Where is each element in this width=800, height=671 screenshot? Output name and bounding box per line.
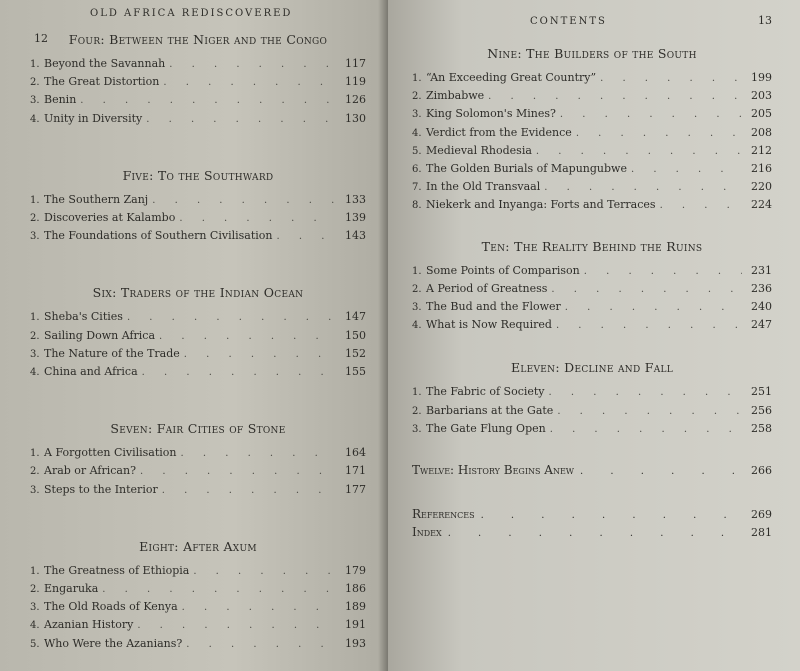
leader-dots <box>102 581 336 598</box>
entry-title: Who Were the Azanians? <box>44 636 183 650</box>
leader-dots <box>565 299 742 316</box>
right-running-head <box>412 14 772 32</box>
leader-dots <box>152 192 336 209</box>
entry-page: 191 <box>345 618 366 632</box>
entry-list <box>30 562 366 653</box>
toc-entry[interactable] <box>30 308 366 326</box>
entry-number: 4. <box>412 320 422 332</box>
toc-section <box>412 360 772 438</box>
entry-page: 119 <box>345 75 366 89</box>
toc-entry[interactable] <box>30 55 366 73</box>
entry-page: 133 <box>345 192 366 206</box>
entry-page: 189 <box>345 600 366 614</box>
toc-entry[interactable] <box>30 209 366 227</box>
entry-title: Verdict from the Evidence <box>426 125 572 139</box>
entry-list <box>412 383 772 438</box>
entry-number: 1. <box>30 59 40 70</box>
entry-number: 2. <box>30 466 40 478</box>
entry-list <box>30 444 366 499</box>
entry-title: “An Exceeding Great Country” <box>426 71 597 84</box>
chapter-heading: Five: To the Southward <box>122 167 274 183</box>
entry-title: Steps to the Interior <box>44 482 158 496</box>
entry-number: 1. <box>30 565 40 577</box>
entry-title: Engaruka <box>44 582 99 596</box>
leader-dots <box>557 403 742 420</box>
toc-section <box>30 539 366 653</box>
entry-title: The Southern Zanj <box>44 192 149 206</box>
entry-title: The Bud and the Flower <box>426 300 561 314</box>
leader-dots <box>488 88 742 105</box>
chapter-heading: Four: Between the Niger and the Congo <box>68 32 328 47</box>
toc-entry[interactable] <box>412 69 772 87</box>
entry-number: 2. <box>412 405 422 417</box>
entry-number: 3. <box>30 348 40 360</box>
entry-page: 193 <box>345 636 366 650</box>
chapter-heading: Ten: The Reality Behind the Ruins <box>481 238 703 254</box>
entry-page: 212 <box>751 143 772 157</box>
toc-section <box>412 239 772 335</box>
leader-dots <box>481 507 736 524</box>
leader-dots <box>181 445 337 462</box>
entry-list <box>30 55 366 128</box>
chapter-heading: Nine: The Builders of the South <box>487 46 697 61</box>
toc-section <box>30 285 366 381</box>
entry-title: Some Points of Comparison <box>426 263 580 277</box>
entry-title: Sailing Down Africa <box>44 328 156 342</box>
toc-entry[interactable] <box>412 420 772 438</box>
entry-title: The Greatness of Ethiopia <box>44 563 190 577</box>
entry-page: 177 <box>345 482 366 496</box>
entry-number: 8. <box>412 200 422 212</box>
leader-dots <box>184 346 336 363</box>
entry-title: Benin <box>44 93 77 107</box>
leader-dots <box>162 482 336 499</box>
entry-title: A Forgotten Civilisation <box>44 446 177 460</box>
entry-title: What is Now Required <box>426 318 552 332</box>
leader-dots <box>80 92 336 109</box>
toc-section <box>30 168 366 246</box>
toc-entry-twelve[interactable] <box>412 462 772 480</box>
entry-title: Index <box>412 525 442 540</box>
left-page <box>0 0 388 671</box>
leader-dots <box>560 106 742 123</box>
entry-page: 164 <box>345 446 366 460</box>
entry-page: 216 <box>751 162 772 176</box>
toc-entry[interactable] <box>412 105 772 123</box>
entry-title: The Gate Flung Open <box>426 421 546 435</box>
toc-entry[interactable] <box>30 345 366 363</box>
entry-page: 155 <box>345 365 366 379</box>
entry-page: 251 <box>751 385 772 399</box>
entry-title: King Solomon's Mines? <box>426 107 556 121</box>
leader-dots <box>142 364 336 381</box>
leader-dots <box>556 317 742 334</box>
toc-entry[interactable] <box>412 178 772 196</box>
entry-title: Beyond the Savannah <box>44 57 166 70</box>
entry-page: 117 <box>345 57 366 70</box>
entry-number: 4. <box>30 367 40 379</box>
entry-number: 3. <box>30 484 40 496</box>
entry-page: 208 <box>751 125 772 139</box>
toc-entry[interactable] <box>30 91 366 109</box>
toc-entry[interactable] <box>30 635 366 653</box>
toc-entry[interactable] <box>30 562 366 580</box>
entry-page: 150 <box>345 328 366 342</box>
toc-entry[interactable] <box>412 316 772 334</box>
toc-entry[interactable] <box>30 444 366 462</box>
toc-section <box>412 46 772 215</box>
entry-number: 6. <box>412 164 422 176</box>
entry-page: 143 <box>345 229 366 243</box>
leader-dots <box>600 70 742 87</box>
entry-page: 139 <box>345 211 366 225</box>
entry-page: 258 <box>751 421 772 435</box>
toc-entry[interactable] <box>412 280 772 298</box>
entry-page: 281 <box>751 526 772 540</box>
entry-number: 4. <box>412 127 422 139</box>
entry-number: 3. <box>412 302 422 314</box>
toc-entry[interactable] <box>30 110 366 128</box>
leader-dots <box>186 636 336 653</box>
entry-title: The Fabric of Society <box>426 385 545 399</box>
toc-entry[interactable] <box>412 196 772 214</box>
leader-dots <box>551 281 742 298</box>
leader-dots <box>146 111 336 128</box>
running-title: CONTENTS <box>530 16 607 27</box>
entry-page: 203 <box>751 89 772 103</box>
entry-title: The Nature of the Trade <box>44 346 180 360</box>
entry-page: 266 <box>751 464 772 478</box>
leader-dots <box>544 179 742 196</box>
leader-dots <box>137 617 336 634</box>
toc-entry[interactable] <box>412 298 772 316</box>
leader-dots <box>182 599 336 616</box>
chapter-heading: Eleven: Decline and Fall <box>510 360 674 376</box>
toc-entry[interactable] <box>412 160 772 178</box>
toc-entry[interactable] <box>30 616 366 634</box>
entry-number: 2. <box>30 213 40 225</box>
entry-page: 179 <box>345 563 366 577</box>
toc-entry[interactable] <box>412 87 772 105</box>
toc-section <box>30 32 366 128</box>
entry-title: Azanian History <box>44 618 134 632</box>
entry-page: 152 <box>345 346 366 360</box>
toc-entry[interactable] <box>30 227 366 245</box>
entry-number: 4. <box>30 113 40 125</box>
entry-number: 1. <box>412 387 422 399</box>
leader-dots <box>448 525 736 542</box>
entry-title: Unity in Diversity <box>44 111 143 125</box>
chapter-heading: Six: Traders of the Indian Ocean <box>92 285 304 301</box>
entry-number: 1. <box>412 73 422 84</box>
entry-number: 1. <box>30 194 40 206</box>
leader-dots <box>127 309 336 326</box>
leader-dots <box>584 263 742 280</box>
entry-number: 1. <box>30 312 40 324</box>
entry-number: 2. <box>30 330 40 342</box>
toc-entry[interactable] <box>412 124 772 142</box>
entry-page: 126 <box>345 93 366 107</box>
entry-page: 220 <box>751 180 772 194</box>
entry-page: 171 <box>345 464 366 478</box>
toc-entry-references[interactable] <box>412 506 772 524</box>
leader-dots <box>169 56 336 73</box>
leader-dots <box>631 161 742 178</box>
toc-entry[interactable] <box>412 402 772 420</box>
entry-page: 240 <box>751 300 772 314</box>
entry-number: 3. <box>412 109 422 121</box>
running-title: OLD AFRICA REDISCOVERED <box>90 8 293 19</box>
entry-number: 5. <box>412 145 422 157</box>
toc-entry[interactable] <box>30 580 366 598</box>
entry-title: Medieval Rhodesia <box>426 143 532 157</box>
chapter-heading: Seven: Fair Cities of Stone <box>110 421 286 437</box>
entry-page: 205 <box>751 107 772 121</box>
leader-dots <box>550 421 742 438</box>
toc-entry[interactable] <box>30 73 366 91</box>
toc-entry[interactable] <box>412 142 772 160</box>
entry-title: Niekerk and Inyanga: Forts and Terraces <box>426 198 656 212</box>
entry-page: 186 <box>345 582 366 596</box>
toc-entry[interactable] <box>30 462 366 480</box>
entry-page: 224 <box>751 198 772 212</box>
entry-title: The Old Roads of Kenya <box>44 600 178 614</box>
leader-dots <box>163 74 336 91</box>
entry-title: The Golden Burials of Mapungubwe <box>426 162 627 176</box>
entry-title: References <box>412 507 475 522</box>
entry-title: Discoveries at Kalambo <box>44 211 176 225</box>
leader-dots <box>140 463 336 480</box>
entry-title: Sheba's Cities <box>44 310 123 324</box>
toc-entry[interactable] <box>30 598 366 616</box>
entry-number: 4. <box>30 620 40 632</box>
leader-dots <box>660 197 742 214</box>
entry-title: The Great Distortion <box>44 75 160 89</box>
toc-section <box>30 421 366 499</box>
leader-dots <box>159 328 336 345</box>
entry-title: The Foundations of Southern Civilisation <box>44 229 273 243</box>
page-number: 12 <box>34 32 48 45</box>
leader-dots <box>549 384 742 401</box>
entry-title: A Period of Greatness <box>426 281 548 295</box>
entry-number: 3. <box>412 423 422 435</box>
entry-title: In the Old Transvaal <box>426 180 541 194</box>
entry-list <box>30 308 366 381</box>
leader-dots <box>536 143 742 160</box>
right-page <box>388 0 800 671</box>
toc-entry[interactable] <box>30 327 366 345</box>
toc-entry[interactable] <box>30 191 366 209</box>
entry-title: Zimbabwe <box>426 89 485 103</box>
entry-number: 5. <box>30 638 40 650</box>
right-sections <box>412 46 772 438</box>
entry-page: 147 <box>345 310 366 324</box>
toc-entry[interactable] <box>30 363 366 381</box>
page-number: 13 <box>758 14 772 27</box>
entry-number: 3. <box>30 231 40 243</box>
entry-page: 247 <box>751 318 772 332</box>
entry-page: 256 <box>751 403 772 417</box>
entry-title: Barbarians at the Gate <box>426 403 554 417</box>
entry-number: 3. <box>30 602 40 614</box>
leader-dots <box>276 228 336 245</box>
leader-dots <box>576 125 742 142</box>
leader-dots <box>193 563 336 580</box>
entry-number: 2. <box>412 283 422 295</box>
entry-title: Arab or African? <box>44 464 136 478</box>
entry-page: 269 <box>751 508 772 522</box>
entry-title: Twelve: History Begins Anew <box>412 463 575 478</box>
entry-page: 236 <box>751 281 772 295</box>
leader-dots <box>179 210 336 227</box>
leader-dots <box>580 463 736 480</box>
entry-number: 7. <box>412 182 422 194</box>
toc-entry[interactable] <box>412 383 772 401</box>
entry-title: China and Africa <box>44 365 138 379</box>
entry-number: 3. <box>30 95 40 107</box>
back-matter <box>412 506 772 542</box>
entry-page: 199 <box>751 71 772 84</box>
entry-number: 1. <box>412 265 422 277</box>
toc-entry-index[interactable] <box>412 524 772 542</box>
toc-entry[interactable] <box>30 481 366 499</box>
entry-page: 130 <box>345 111 366 125</box>
entry-number: 2. <box>412 91 422 103</box>
entry-list <box>412 262 772 335</box>
toc-entry[interactable] <box>412 262 772 280</box>
entry-list <box>30 191 366 246</box>
entry-number: 2. <box>30 584 40 596</box>
entry-list <box>412 69 772 215</box>
entry-number: 1. <box>30 448 40 460</box>
chapter-heading: Eight: After Axum <box>139 538 257 554</box>
left-sections <box>30 32 366 653</box>
entry-number: 2. <box>30 77 40 89</box>
entry-page: 231 <box>751 263 772 277</box>
